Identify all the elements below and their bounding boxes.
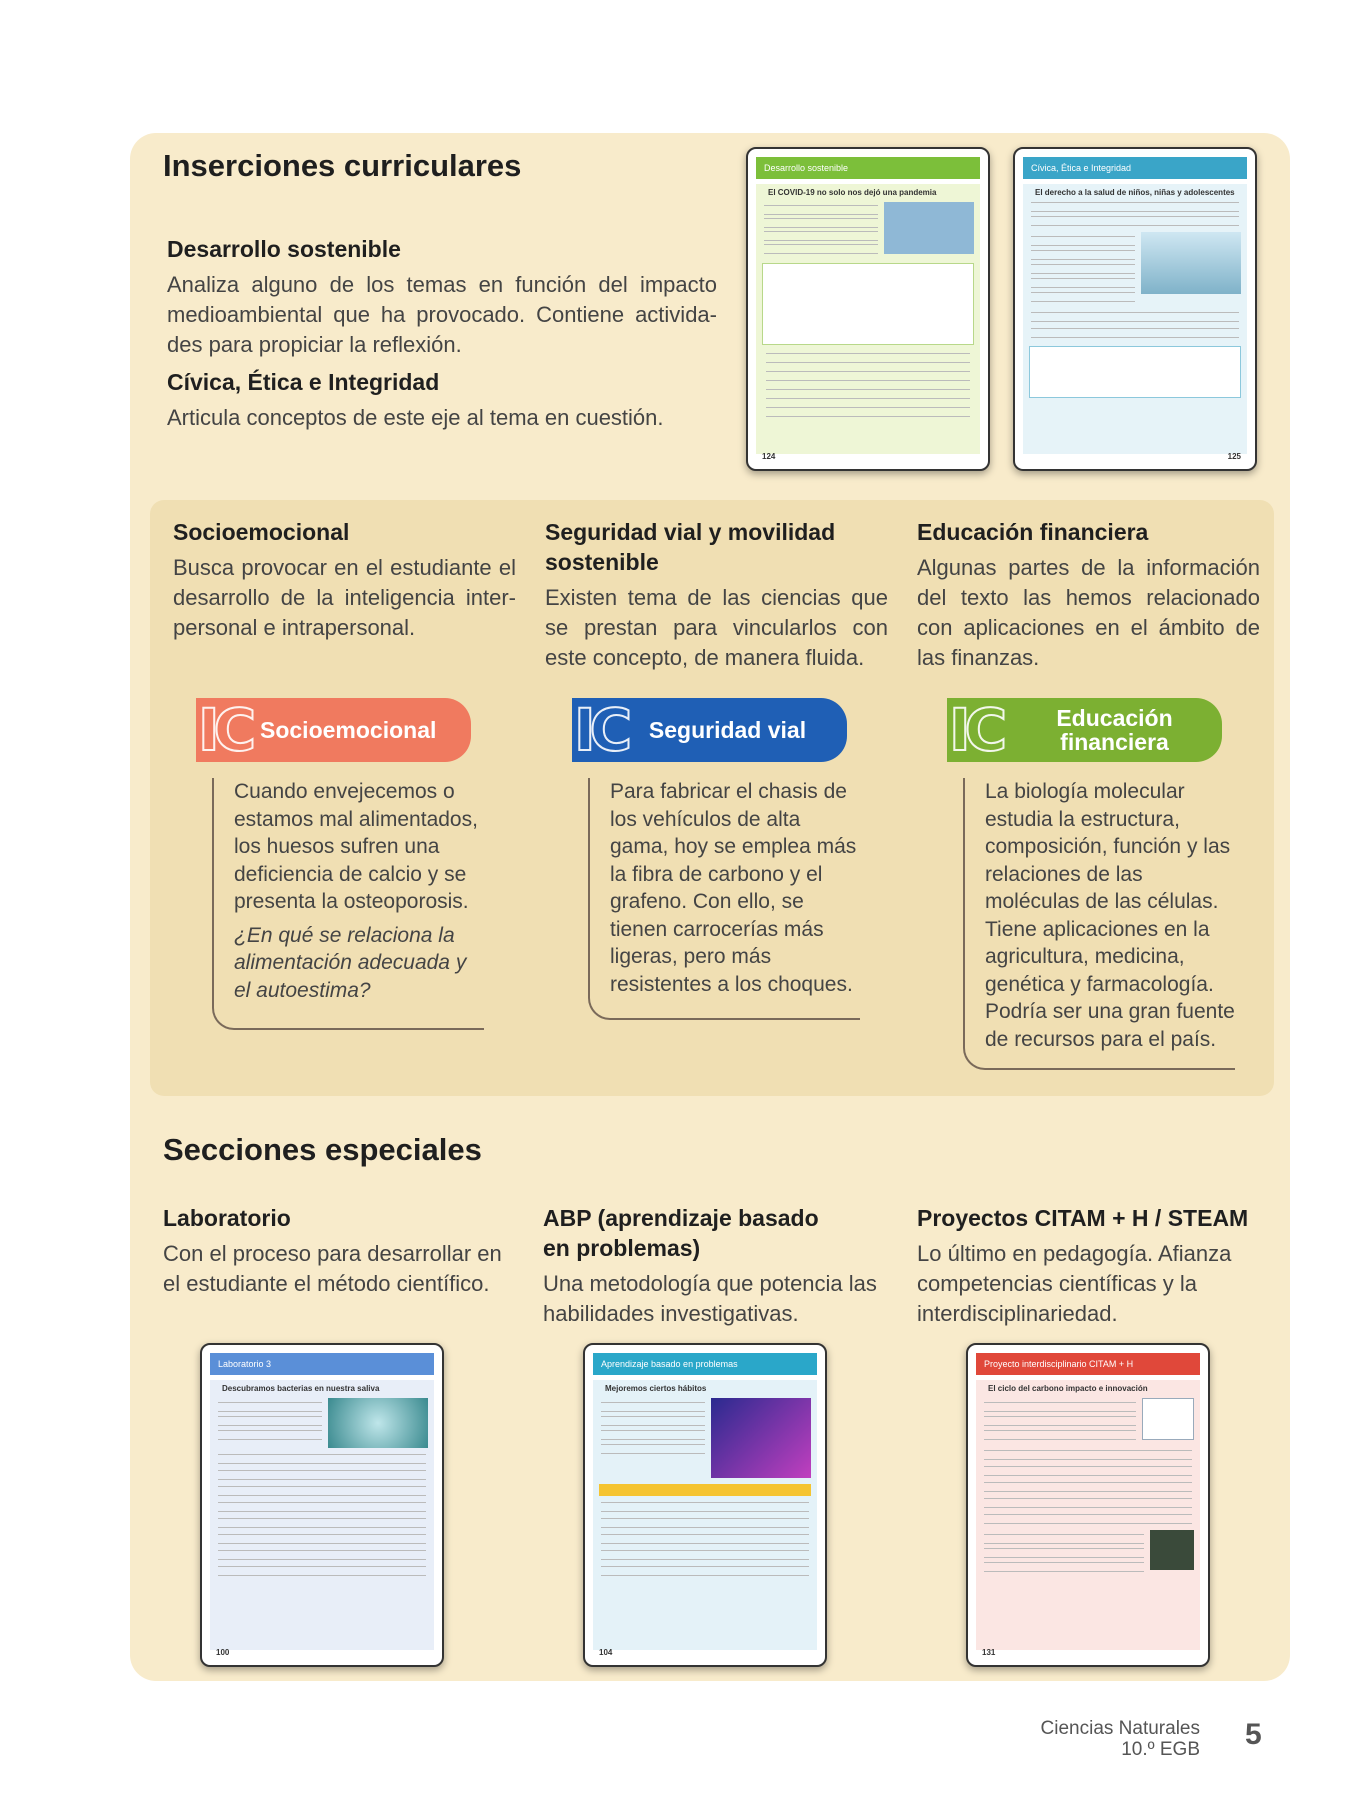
abp-title: ABP (aprendizaje basado en problemas) (543, 1205, 819, 1261)
thumb-illustration (711, 1398, 811, 1478)
financiera-text: Algunas partes de la información del texto las hemos relacionado con aplicaciones en el ámbito de las finanzas. (917, 555, 1260, 670)
thumb-highlight (599, 1484, 811, 1496)
desarrollo-title: Desarrollo sostenible (167, 236, 401, 262)
seguridad-text: Existen tema de las ciencias que se prestan para vincularlos con este concepto, de manera fluida. (545, 585, 888, 670)
thumb-bar: Laboratorio 3 (210, 1353, 434, 1375)
thumb-logo (1142, 1398, 1194, 1440)
ic-card-text: La biología molecular estudia la estructura, composición, función y las relaciones de las moléculas de las células. Tiene aplicaciones en la agricultura, medicina, genética y farmacología. Podría ser una gran fuente de recursos para el país. (985, 780, 1235, 1051)
desarrollo-text: Analiza alguno de los temas en función del impacto medioambiental que ha provocado. Contiene activida-des para propiciar la reflexión. (167, 272, 717, 357)
insertions-heading: Inserciones curriculares (163, 148, 522, 183)
page-number: 5 (1245, 1718, 1262, 1751)
ic-card-body (963, 778, 1235, 1070)
ic-logo-icon: IC (949, 696, 1002, 764)
thumb-bar: Desarrollo sostenible (756, 157, 980, 179)
socioemocional-title: Socioemocional (173, 519, 350, 545)
ic-card-header (947, 698, 1222, 762)
ic-card-question: ¿En qué se relaciona la alimentación adecuada y el autoestima? (234, 923, 467, 1002)
thumb-photo (1150, 1530, 1194, 1570)
special-heading: Secciones especiales (163, 1132, 482, 1167)
thumb-page-bg (756, 184, 980, 454)
thumb-page-number: 100 (216, 1648, 230, 1657)
thumb-page-number: 131 (982, 1648, 996, 1657)
financiera-title: Educación financiera (917, 519, 1149, 545)
proyectos-text: Lo último en pedagogía. Afianza competencias científicas y la interdisciplinariedad. (917, 1241, 1232, 1326)
thumb-page-bg (593, 1380, 817, 1650)
thumb-photo (884, 202, 974, 254)
footer-subject (960, 1718, 1200, 1760)
ic-card-label: Educación financiera (1056, 705, 1173, 755)
thumb-activity-box (1029, 346, 1241, 398)
thumb-subtitle: El derecho a la salud de niños, niñas y adolescentes (1035, 188, 1235, 197)
thumb-illustration (1141, 232, 1241, 294)
thumb-activity-box (762, 263, 974, 345)
ic-card-body (588, 778, 860, 1020)
footer-subject-name: Ciencias Naturales (1040, 1718, 1200, 1739)
socioemocional-text: Busca provocar en el estudiante el desarrollo de la inteligencia inter-personal e intrapersonal. (173, 555, 516, 640)
thumb-page-number: 125 (1227, 452, 1241, 461)
ic-card-body (212, 778, 484, 1030)
thumb-subtitle: El COVID-19 no solo nos dejó una pandemia (768, 188, 937, 197)
ic-card-text: Para fabricar el chasis de los vehículos de alta gama, hoy se emplea más la fibra de carbono y el grafeno. Con ello, se tienen carrocerías más ligeras, pero más resistentes a los choques. (610, 780, 857, 996)
thumb-subtitle: El ciclo del carbono impacto e innovación (988, 1384, 1148, 1393)
proyectos-title: Proyectos CITAM + H / STEAM (917, 1205, 1249, 1231)
abp-text: Una metodología que potencia las habilidades investigativas. (543, 1271, 877, 1326)
ic-card-seguridad (572, 698, 847, 762)
thumb-page-bg (976, 1380, 1200, 1650)
thumb-page-bg (210, 1380, 434, 1650)
ic-card-text: Cuando envejecemos o estamos mal alimentados, los huesos sufren una deficiencia de calcio y se presenta la osteoporosis. (234, 780, 478, 913)
thumb-bar: Aprendizaje basado en problemas (593, 1353, 817, 1375)
civica-title: Cívica, Ética e Integridad (167, 369, 440, 395)
laboratorio-text: Con el proceso para desarrollar en el estudiante el método científico. (163, 1241, 502, 1296)
thumb-page-bg (1023, 184, 1247, 454)
ic-logo-icon: IC (574, 696, 627, 764)
proyectos-page-thumbnail (966, 1343, 1210, 1667)
thumb-photo (328, 1398, 428, 1448)
ic-card-label: Seguridad vial (648, 717, 807, 743)
ic-card-label: Socioemocional (260, 717, 437, 743)
thumb-page-number: 104 (599, 1648, 613, 1657)
thumb-bar: Proyecto interdisciplinario CITAM + H (976, 1353, 1200, 1375)
footer-grade: 10.º EGB (1121, 1739, 1200, 1760)
thumb-subtitle: Mejoremos ciertos hábitos (605, 1384, 707, 1393)
ic-card-header (572, 698, 847, 762)
laboratorio-title: Laboratorio (163, 1205, 291, 1231)
ic-logo-icon: IC (198, 696, 251, 764)
thumb-subtitle: Descubramos bacterias en nuestra saliva (222, 1384, 380, 1393)
laboratorio-page-thumbnail (200, 1343, 444, 1667)
seguridad-title: Seguridad vial y movilidad sostenible (545, 519, 836, 575)
thumb-bar: Cívica, Ética e Integridad (1023, 157, 1247, 179)
civica-page-thumbnail (1013, 147, 1257, 471)
ic-card-header (196, 698, 471, 762)
abp-page-thumbnail (583, 1343, 827, 1667)
desarrollo-page-thumbnail (746, 147, 990, 471)
civica-text: Articula conceptos de este eje al tema en cuestión. (167, 405, 664, 430)
thumb-page-number: 124 (762, 452, 776, 461)
ic-card-socioemocional (196, 698, 471, 762)
ic-card-financiera (947, 698, 1222, 762)
